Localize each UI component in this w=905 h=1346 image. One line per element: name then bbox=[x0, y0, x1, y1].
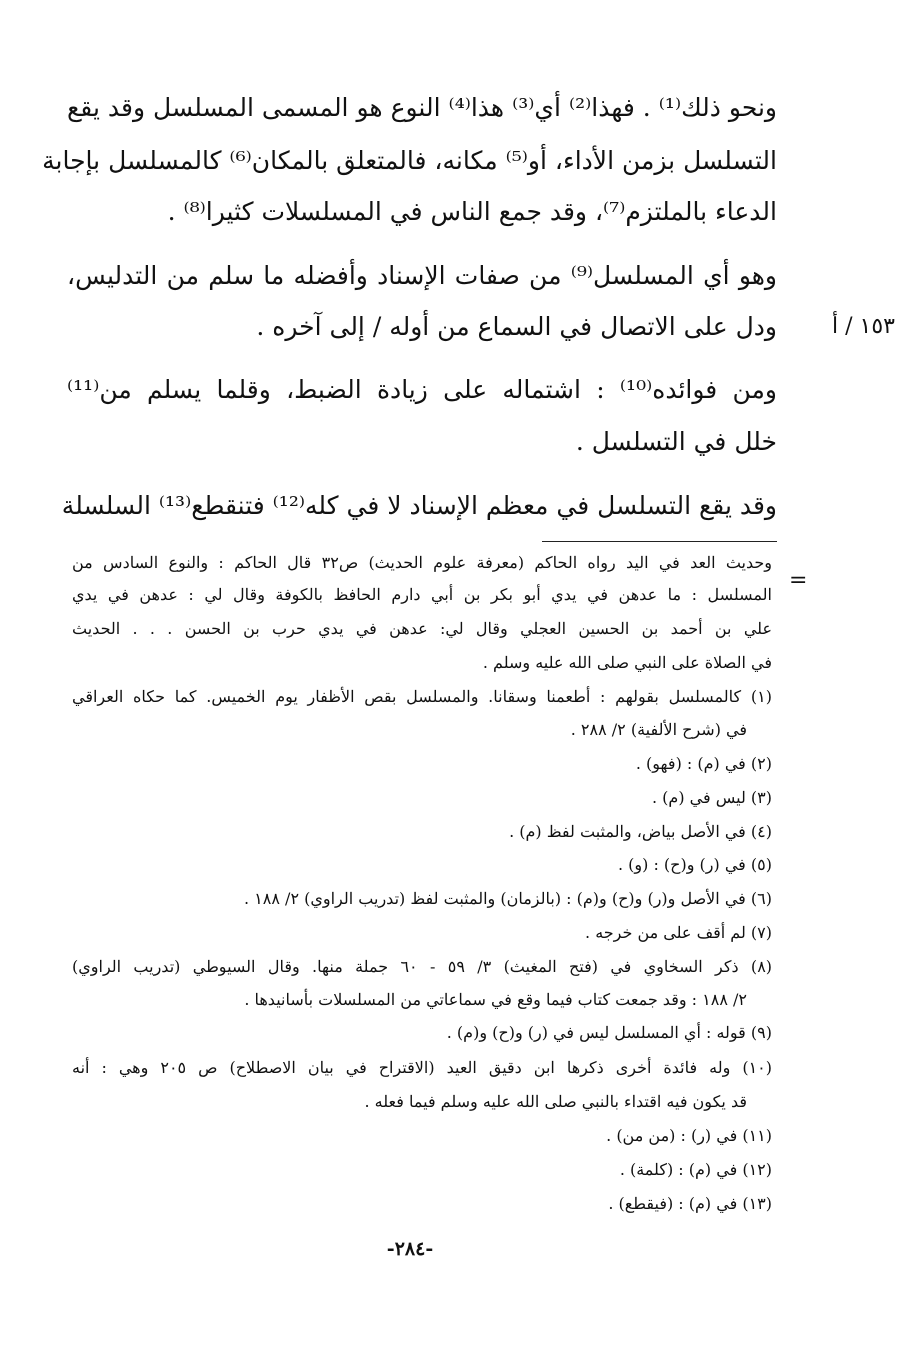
footnote-line-15: (٩) قوله : أي المسلسل ليس في (ر) و(ح) و(م) . bbox=[446, 1023, 772, 1042]
footnote-line-8: (٣) ليس في (م) . bbox=[652, 788, 772, 807]
footnote-divider bbox=[542, 541, 777, 542]
main-text-line-4: وهو أي المسلسل⁽⁹⁾ من صفات الإسناد وأفضله ما سلم من التدليس، bbox=[67, 261, 777, 290]
footnote-line-4: في الصلاة على النبي صلى الله عليه وسلم . bbox=[482, 653, 772, 672]
continuation-mark: = bbox=[789, 568, 808, 593]
main-text-line-6: ومن فوائده⁽¹⁰⁾ : اشتماله على زيادة الضبط، وقلما يسلم من⁽¹¹⁾ bbox=[67, 375, 777, 404]
footnote-line-12: (٧) لم أقف على من خرجه . bbox=[585, 923, 772, 942]
manuscript-folio-marker: ١٥٣ / أ bbox=[832, 314, 895, 339]
main-text-line-1: ونحو ذلك⁽¹⁾ . فهذا⁽²⁾ أي⁽³⁾ هذا⁽⁴⁾ النوع هو المسمى المسلسل وقد يقع bbox=[67, 93, 777, 122]
footnote-line-1: وحديث العد في اليد رواه الحاكم (معرفة علوم الحديث) ص٣٢ قال الحاكم : والنوع السادس من bbox=[72, 553, 773, 572]
page-number: -٢٨٤- bbox=[386, 1238, 434, 1260]
main-text-line-3: الدعاء بالملتزم⁽⁷⁾، وقد جمع الناس في المسلسلات كثيرا⁽⁸⁾ . bbox=[167, 197, 777, 226]
footnote-line-14: ٢/ ١٨٨ : وقد جمعت كتاب فيما وقع في سماعاتي من المسلسلات بأسانيدها . bbox=[244, 990, 747, 1009]
main-text-line-2: التسلسل بزمن الأداء، أو⁽⁵⁾ مكانه، فالمتعلق بالمكان⁽⁶⁾ كالمسلسل بإجابة bbox=[42, 146, 777, 175]
main-text-line-8: وقد يقع التسلسل في معظم الإسناد لا في كله⁽¹²⁾ فتنقطع⁽¹³⁾ السلسلة bbox=[61, 491, 777, 520]
footnote-line-18: (١١) في (ر) : (من من) . bbox=[606, 1126, 772, 1145]
footnote-line-16: (١٠) وله فائدة أخرى ذكرها ابن دقيق العيد (الاقتراح في بيان الاصطلاح) ص ٢٠٥ وهي : أنه bbox=[72, 1058, 772, 1077]
footnote-line-11: (٦) في الأصل و(ر) و(ح) و(م) : (بالزمان) والمثبت لفظ (تدريب الراوي) ٢/ ١٨٨ . bbox=[244, 889, 772, 908]
footnote-line-17: قد يكون فيه اقتداء بالنبي صلى الله عليه وسلم فيما فعله . bbox=[364, 1092, 747, 1111]
footnote-line-20: (١٣) في (م) : (فيقطع) . bbox=[608, 1194, 772, 1213]
footnote-line-3: علي بن أحمد بن الحسين العجلي وقال لي: عدهن في يدي حرب بن الحسن . . . الحديث bbox=[72, 619, 772, 638]
footnote-line-2: المسلسل : ما عدهن في يدي أبو بكر بن أبي دارم الحافظ بالكوفة وقال لي : عدهن في يدي bbox=[72, 585, 772, 604]
footnote-line-5: (١) كالمسلسل بقولهم : أطعمنا وسقانا. والمسلسل بقص الأظفار يوم الخميس. كما حكاه العراقي bbox=[72, 687, 773, 706]
main-text-line-7: خلل في التسلسل . bbox=[575, 427, 777, 456]
main-text-line-5: ودل على الاتصال في السماع من أوله / إلى آخره . bbox=[256, 312, 777, 341]
footnote-line-10: (٥) في (ر) و(ح) : (و) . bbox=[617, 855, 772, 874]
footnote-line-13: (٨) ذكر السخاوي في (فتح المغيث) ٣/ ٥٩ - ٦٠ جملة منها. وقال السيوطي (تدريب الراوي) bbox=[72, 957, 773, 976]
footnote-line-9: (٤) في الأصل بياض، والمثبت لفظ (م) . bbox=[509, 822, 772, 841]
footnote-line-19: (١٢) في (م) : (كلمة) . bbox=[619, 1160, 772, 1179]
footnote-line-6: في (شرح الألفية) ٢/ ٢٨٨ . bbox=[570, 720, 747, 739]
footnote-line-7: (٢) في (م) : (فهو) . bbox=[635, 754, 772, 773]
